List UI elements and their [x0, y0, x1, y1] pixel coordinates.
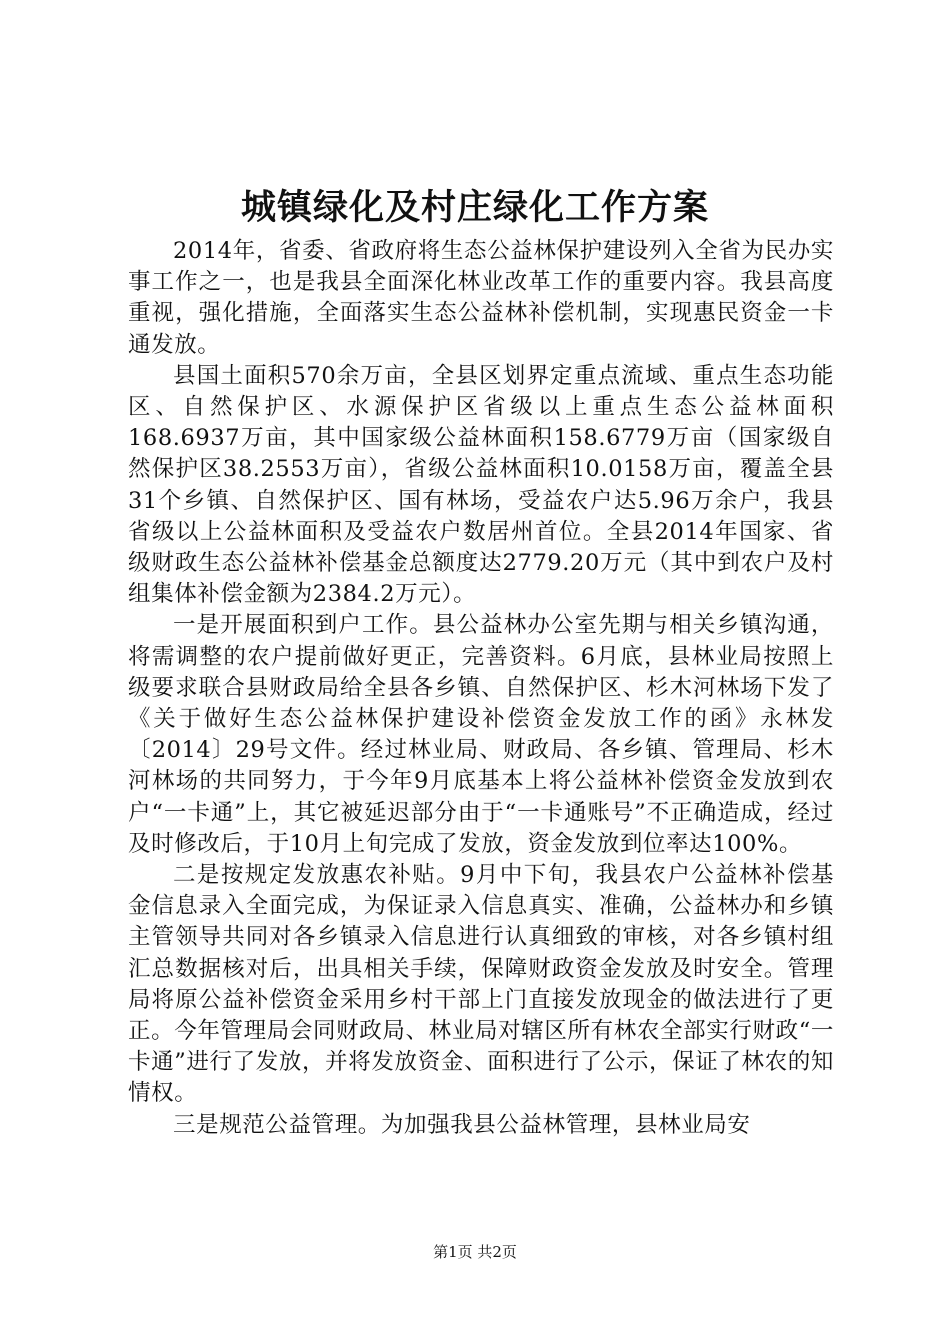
paragraph-land-area: 县国土面积570余万亩，全县区划界定重点流域、重点生态功能区、自然保护区、水源保护区省级以上重点生态公益林面积168.6937万亩，其中国家级公益林面积158.6779万亩（国家级自然保护区38.2553万亩），省级公益林面积10.0158万亩，覆盖全县31个乡镇、自然保护区、国有林场，受益农户达5.96万余户，我县省级以上公益林面积及受益农户数居州首位。全县2014年国家、省级财政生态公益林补偿基金总额度达2779.20万元（其中到农户及村组集体补偿金额为2384.2万元）。	[128, 362, 834, 608]
paragraph-standardize-management: 三是规范公益管理。为加强我县公益林管理，县林业局安	[173, 1111, 751, 1138]
document-title: 城镇绿化及村庄绿化工作方案	[240, 187, 709, 228]
paragraph-intro: 2014年，省委、省政府将生态公益林保护建设列入全省为民办实事工作之一，也是我县全面深化林业改革工作的重要内容。我县高度重视，强化措施，全面落实生态公益林补偿机制，实现惠民资金一卡通发放。	[128, 238, 834, 358]
page-footer: 第1页 共2页	[433, 1243, 517, 1261]
paragraph-area-to-household: 一是开展面积到户工作。县公益林办公室先期与相关乡镇沟通，将需调整的农户提前做好更正，完善资料。6月底，县林业局按照上级要求联合县财政局给全县各乡镇、自然保护区、杉木河林场下发了《关于做好生态公益林保护建设补偿资金发放工作的函》永林发〔2014〕29号文件。经过林业局、财政局、各乡镇、管理局、杉木河林场的共同努力，于今年9月底基本上将公益林补偿资金发放到农户“一卡通”上，其它被延迟部分由于“一卡通账号”不正确造成，经过及时修改后，于10月上旬完成了发放，资金发放到位率达100%。	[128, 612, 834, 857]
paragraph-subsidy-distribution: 二是按规定发放惠农补贴。9月中下旬，我县农户公益林补偿基金信息录入全面完成，为保证录入信息真实、准确，公益林办和乡镇主管领导共同对各乡镇录入信息进行认真细致的审核，对各乡镇村组汇总数据核对后，出具相关手续，保障财政资金发放及时安全。管理局将原公益补偿资金采用乡村干部上门直接发放现金的做法进行了更正。今年管理局会同财政局、林业局对辖区所有林农全部实行财政“一卡通”进行了发放，并将发放资金、面积进行了公示，保证了林农的知情权。	[128, 862, 834, 1107]
document-body	[128, 236, 834, 1141]
